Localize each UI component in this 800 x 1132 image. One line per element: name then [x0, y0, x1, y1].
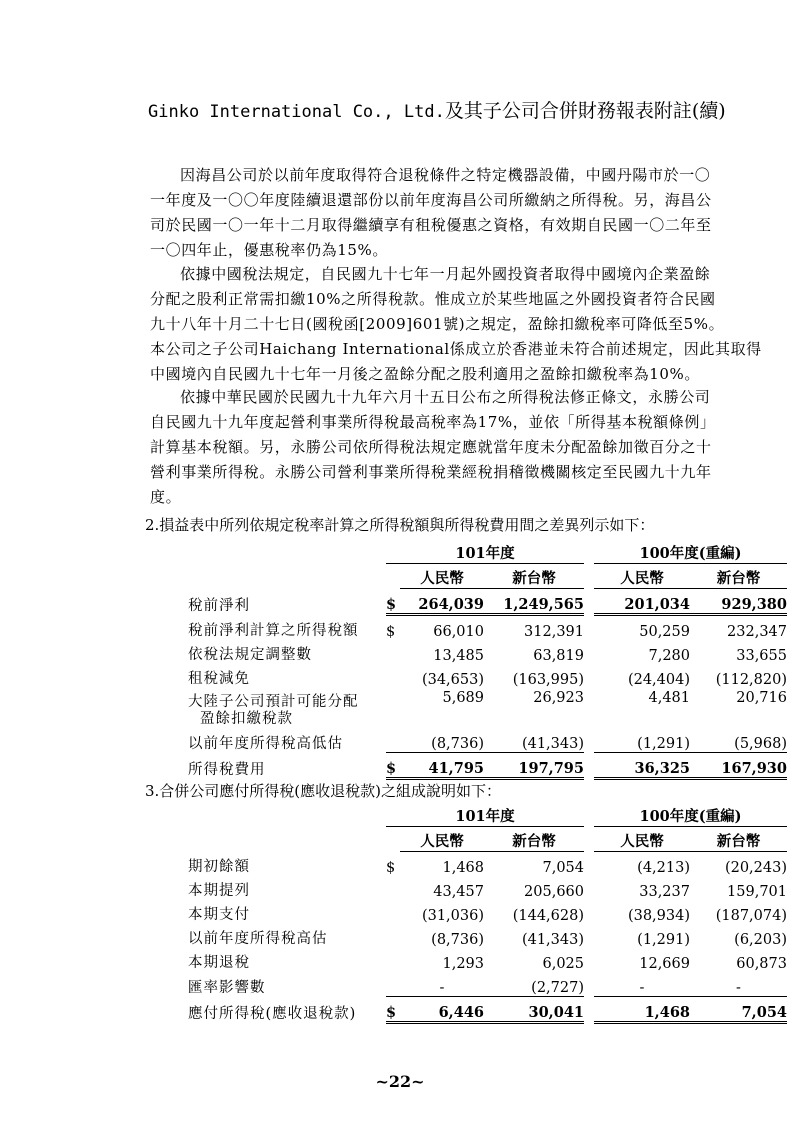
section3-title: 3.合併公司應付所得稅(應收退稅款)之組成說明如下：: [145, 782, 502, 800]
group-header-100: 100年度(重編): [594, 802, 787, 827]
cell-value: 66,010: [433, 624, 484, 640]
col-header-rmb: 人民幣: [594, 827, 690, 852]
cell-value: 929,380: [690, 589, 787, 615]
cell-value: 201,034: [594, 589, 690, 615]
cell-value: (1,291): [637, 932, 690, 948]
cell-value: 264,039: [400, 589, 484, 615]
table-row: [188, 876, 787, 900]
cell-value: (5,968): [690, 728, 787, 753]
cell-value: (8,736): [431, 932, 484, 948]
row-label: 稅前淨利: [188, 597, 250, 614]
table-row: [188, 664, 787, 688]
row-label: 租稅減免: [188, 671, 250, 687]
text-line: 九十八年十月二十七日(國稅函[2009]601號)之規定，盈餘扣繳稅率可降低至5%。: [150, 315, 725, 333]
table-row: [188, 615, 787, 641]
row-label: 大陸子公司預計可能分配 盈餘扣繳稅款: [188, 694, 359, 727]
table-group-header-row: [188, 539, 787, 564]
row-label: 匯率影響數: [188, 979, 266, 996]
cell-value: (24,404): [627, 672, 690, 688]
cell-value: (38,934): [627, 908, 690, 924]
cell-value: 50,259: [639, 624, 690, 640]
text-line: 司於民國一〇一年十二月取得繼續享有租稅優惠之資格，有效期自民國一〇二年至: [150, 216, 712, 234]
group-header-101: 101年度: [386, 539, 584, 564]
row-label: 所得稅費用: [188, 761, 266, 778]
paragraph-china-withholding-tax: [150, 262, 762, 387]
text-line: 計算基本稅額。另，永勝公司依所得稅法規定應就當年度未分配盈餘加徵百分之十: [150, 438, 712, 456]
row-label: 本期提列: [188, 883, 250, 899]
row-label: 本期支付: [188, 907, 250, 923]
cell-value: (6,203): [734, 932, 787, 948]
cell-value: 232,347: [727, 624, 787, 640]
section2-title: 2.損益表中所列依規定稅率計算之所得稅額與所得稅費用間之差異列示如下：: [145, 516, 655, 534]
table-column-header-row: [188, 564, 787, 589]
cell-value: 20,716: [736, 690, 787, 706]
col-header-rmb: 人民幣: [400, 827, 484, 852]
cell-value: (4,213): [637, 860, 690, 876]
group-header-101: 101年度: [386, 802, 584, 827]
table-total-row: [188, 753, 787, 779]
cell-value: 159,701: [727, 884, 787, 900]
page-number: ~22~: [375, 1072, 425, 1091]
cell-value: (144,628): [512, 908, 584, 924]
income-tax-reconciliation-table: [188, 539, 787, 780]
table-row: [188, 900, 787, 924]
cell-value: 36,325: [594, 753, 690, 779]
cell-value: 7,280: [648, 648, 690, 664]
cell-value: 1,468: [594, 997, 690, 1023]
table-row: [188, 688, 787, 728]
cell-value: 60,873: [736, 956, 787, 972]
text-line: 依據中國稅法規定，自民國九十七年一月起外國投資者取得中國境內企業盈餘: [180, 265, 711, 283]
cell-value: (41,343): [484, 728, 584, 753]
row-label: 稅前淨利計算之所得稅額: [188, 623, 359, 639]
cell-value: 4,481: [648, 690, 690, 706]
table-row: [188, 972, 787, 997]
row-label: 以前年度所得稅高估: [188, 931, 328, 947]
text-line: 中國境內自民國九十七年一月後之盈餘分配之股利適用之盈餘扣繳稅率為10%。: [150, 365, 700, 383]
col-header-ntd: 新台幣: [484, 827, 584, 852]
table-row: [188, 640, 787, 664]
col-header-ntd: 新台幣: [690, 827, 787, 852]
row-label: 以前年度所得稅高低估: [188, 735, 343, 752]
text-line: 因海昌公司於以前年度取得符合退稅條件之特定機器設備，中國丹陽市於一〇: [180, 166, 711, 184]
cell-value: 1,468: [442, 860, 484, 876]
cell-value: 41,795: [400, 753, 484, 779]
cell-value: 5,689: [442, 690, 484, 706]
header-title: 及其子公司合併財務報表附註(續): [444, 100, 726, 122]
text-line: 本公司之子公司Haichang International係成立於香港並未符合前述規定，因此其取得: [150, 340, 762, 358]
paragraph-taiwan-income-tax: [150, 385, 750, 510]
table-row: [188, 924, 787, 948]
table-column-header-row: [188, 827, 787, 852]
cell-value: -: [690, 972, 787, 997]
cell-value: 167,930: [690, 753, 787, 779]
cell-value: 205,660: [524, 884, 584, 900]
cell-value: (34,653): [421, 672, 484, 688]
table-group-header-row: [188, 802, 787, 827]
cell-value: 7,054: [542, 860, 584, 876]
cell-value: (8,736): [400, 728, 484, 753]
col-header-rmb: 人民幣: [400, 564, 484, 589]
cell-value: (112,820): [715, 672, 787, 688]
cell-value: 33,237: [639, 884, 690, 900]
col-header-ntd: 新台幣: [484, 564, 584, 589]
cell-value: -: [400, 972, 484, 997]
cell-value: (163,995): [512, 672, 584, 688]
cell-value: 12,669: [639, 956, 690, 972]
cell-value: (31,036): [421, 908, 484, 924]
text-line: 依據中華民國於民國九十九年六月十五日公布之所得稅法修正條文，永勝公司: [180, 388, 711, 406]
cell-value: (187,074): [715, 908, 787, 924]
group-header-100: 100年度(重編): [594, 539, 787, 564]
text-line: 營利事業所得稅。永勝公司營利事業所得稅業經稅捐稽徵機關核定至民國九十九年: [150, 463, 712, 481]
cell-value: 1,293: [442, 956, 484, 972]
text-line: 度。: [150, 488, 182, 506]
page-header: [148, 96, 726, 123]
cell-value: 7,054: [690, 997, 787, 1023]
text-line: 自民國九十九年度起營利事業所得稅最高稅率為17%，並依「所得基本稅額條例」: [150, 413, 716, 431]
col-header-rmb: 人民幣: [594, 564, 690, 589]
text-line: 分配之股利正常需扣繳10%之所得稅款。惟成立於某些地區之外國投資者符合民國: [150, 290, 716, 308]
dollar-sign: $: [386, 589, 400, 615]
income-tax-payable-table: [188, 802, 787, 1024]
dollar-sign: $: [386, 860, 396, 876]
cell-value: (2,727): [484, 972, 584, 997]
cell-value: 197,795: [484, 753, 584, 779]
cell-value: 26,923: [533, 690, 584, 706]
cell-value: -: [594, 972, 690, 997]
table-total-row: [188, 997, 787, 1023]
dollar-sign: $: [386, 624, 396, 640]
text-line: 一年度及一〇〇年度陸續退還部份以前年度海昌公司所繳納之所得稅。另，海昌公: [150, 191, 712, 209]
cell-value: 43,457: [433, 884, 484, 900]
cell-value: 30,041: [484, 997, 584, 1023]
row-label: 應付所得稅(應收退稅款): [188, 1005, 357, 1022]
row-label: 期初餘額: [188, 859, 250, 875]
cell-value: 1,249,565: [484, 589, 584, 615]
cell-value: (41,343): [521, 932, 584, 948]
row-label: 依稅法規定調整數: [188, 647, 312, 663]
company-name: Ginko International Co., Ltd.: [148, 102, 445, 122]
dollar-sign: $: [386, 997, 400, 1023]
table-row: [188, 728, 787, 753]
cell-value: 6,446: [400, 997, 484, 1023]
row-label: 本期退稅: [188, 955, 250, 971]
cell-value: (20,243): [724, 860, 787, 876]
table-row: [188, 852, 787, 877]
cell-value: 63,819: [533, 648, 584, 664]
text-line: 一〇四年止，優惠稅率仍為15%。: [150, 241, 388, 259]
col-header-ntd: 新台幣: [690, 564, 787, 589]
cell-value: 6,025: [542, 956, 584, 972]
dollar-sign: $: [386, 753, 400, 779]
cell-value: (1,291): [594, 728, 690, 753]
cell-value: 312,391: [524, 624, 584, 640]
cell-value: 13,485: [433, 648, 484, 664]
table-row: [188, 948, 787, 972]
cell-value: 33,655: [736, 648, 787, 664]
paragraph-haichang-tax-refund: [150, 163, 750, 263]
table-row: [188, 589, 787, 615]
